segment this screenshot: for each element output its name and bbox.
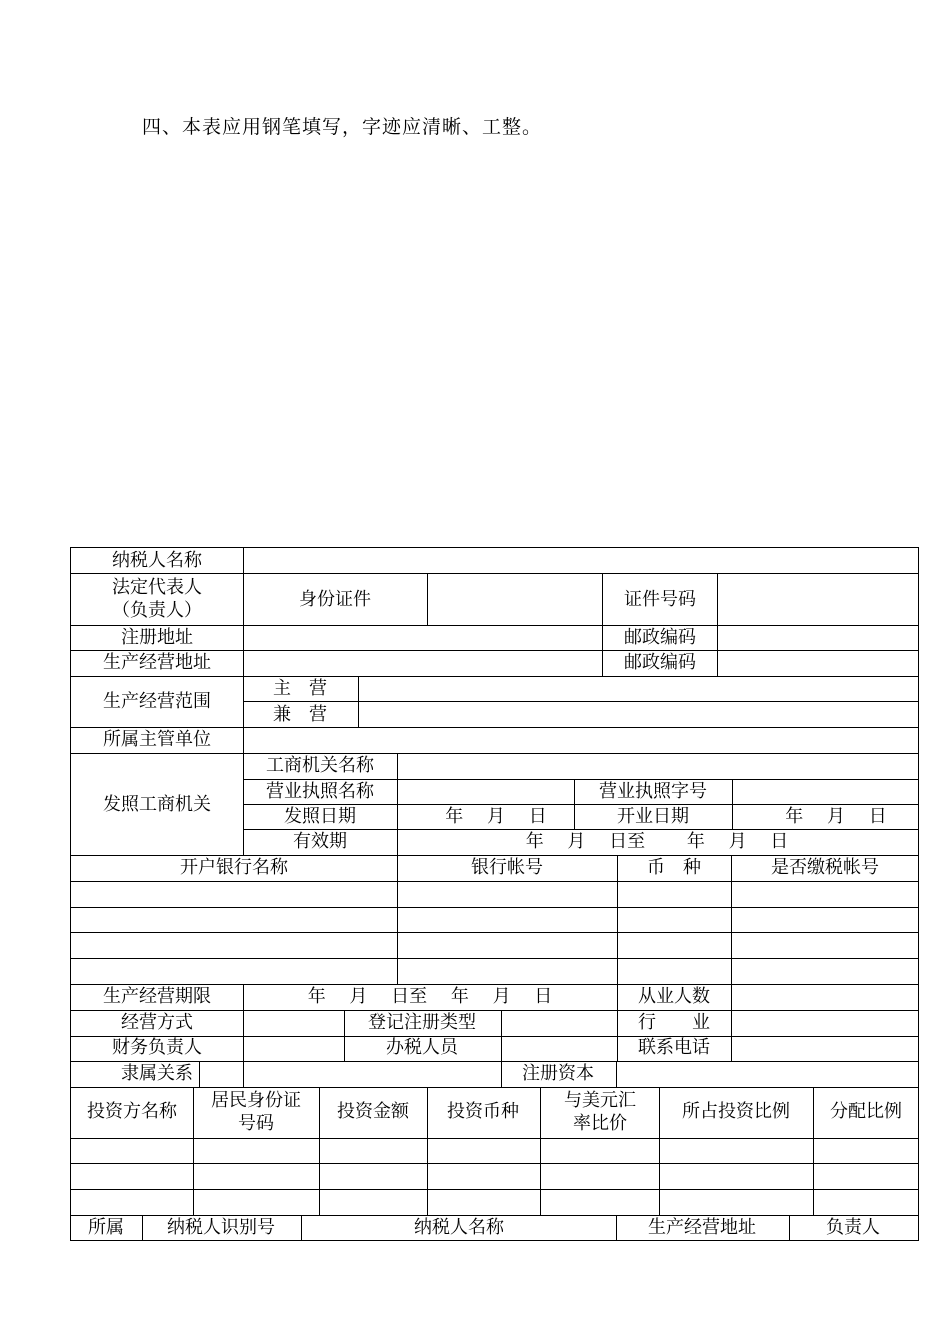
col-line: [918, 547, 919, 1241]
row-line: [70, 907, 919, 908]
row-line: [70, 958, 919, 959]
col-line: [659, 1087, 660, 1215]
row-line: [70, 1189, 919, 1190]
biz-address-label: 生产经营地址: [103, 652, 211, 673]
row-line: [70, 625, 919, 626]
col-line: [617, 855, 618, 984]
belong-label: 所属: [88, 1217, 124, 1238]
col-line: [142, 1215, 143, 1241]
usd-rate-label: 与美元汇: [564, 1090, 636, 1111]
invest-amount-label: 投资金额: [337, 1101, 409, 1122]
col-line: [602, 573, 603, 676]
row-line: [70, 881, 919, 882]
person-in-charge-label: 负责人: [826, 1217, 880, 1238]
col-line: [574, 779, 575, 829]
investor-name-label: 投资方名称: [87, 1101, 177, 1122]
taxpayer-name-label: 纳税人名称: [112, 550, 202, 571]
open-date-value: 年 月 日: [785, 806, 887, 827]
row-line: [70, 573, 919, 574]
col-line: [70, 547, 71, 1241]
phone-label: 联系电话: [638, 1037, 710, 1058]
issue-date-label: 发照日期: [284, 806, 356, 827]
row-line: [243, 829, 919, 830]
row-line: [70, 932, 919, 933]
reg-type-label: 登记注册类型: [368, 1012, 476, 1033]
biz-period-value: 年 月 日至 年 月 日: [307, 986, 553, 1007]
biz-scope-label: 生产经营范围: [103, 691, 211, 712]
validity-value: 年 月 日至 年 月 日: [525, 831, 789, 852]
usd-rate-sub-label: 率比价: [573, 1113, 627, 1134]
col-line: [789, 1215, 790, 1241]
row-line: [70, 727, 919, 728]
col-line: [731, 984, 732, 1061]
col-line: [344, 1010, 345, 1061]
employees-label: 从业人数: [638, 986, 710, 1007]
industry-label: 行 业: [638, 1012, 710, 1033]
bank-account-label: 银行帐号: [471, 857, 543, 878]
postal-code-label: 邮政编码: [624, 627, 696, 648]
taxpayer-id-label: 纳税人识别号: [167, 1217, 275, 1238]
issuer-label: 发照工商机关: [103, 794, 211, 815]
row-line: [70, 650, 919, 651]
issuer-name-label: 工商机关名称: [266, 755, 374, 776]
col-line: [358, 676, 359, 727]
row-line: [70, 984, 919, 985]
supervisor-label: 所属主管单位: [103, 729, 211, 750]
biz-mode-label: 经营方式: [121, 1012, 193, 1033]
side-biz-label: 兼 营: [273, 704, 327, 725]
dist-ratio-label: 分配比例: [830, 1101, 902, 1122]
reg-address-label: 注册地址: [121, 627, 193, 648]
taxpayer-name-label-2: 纳税人名称: [414, 1217, 504, 1238]
open-date-label: 开业日期: [617, 806, 689, 827]
resident-id-sub-label: 号码: [238, 1113, 274, 1134]
col-line: [243, 547, 244, 855]
row-line: [243, 701, 919, 702]
col-line: [199, 1061, 200, 1087]
id-number-label: 证件号码: [624, 589, 696, 610]
row-line: [243, 804, 919, 805]
row-line: [70, 1240, 919, 1241]
col-line: [301, 1215, 302, 1241]
license-name-label: 营业执照名称: [266, 781, 374, 802]
row-line: [70, 676, 919, 677]
col-line: [319, 1087, 320, 1215]
resident-id-label: 居民身份证: [211, 1090, 301, 1111]
biz-address-label-2: 生产经营地址: [648, 1217, 756, 1238]
invest-currency-label: 投资币种: [447, 1101, 519, 1122]
row-line: [70, 1138, 919, 1139]
col-line: [616, 1061, 617, 1087]
issue-date-value: 年 月 日: [445, 806, 547, 827]
invest-ratio-label: 所占投资比例: [682, 1101, 790, 1122]
col-line: [731, 855, 732, 984]
postal-code-label: 邮政编码: [624, 652, 696, 673]
row-line: [70, 1215, 919, 1216]
col-line: [616, 1215, 617, 1241]
row-line: [70, 547, 919, 548]
col-line: [397, 855, 398, 984]
row-line: [70, 1010, 919, 1011]
currency-label: 币 种: [647, 857, 701, 878]
row-line: [70, 1087, 919, 1088]
col-line: [617, 984, 618, 1061]
col-line: [427, 573, 428, 625]
col-line: [717, 573, 718, 676]
id-doc-label: 身份证件: [299, 589, 371, 610]
col-line: [427, 1087, 428, 1215]
col-line: [540, 1087, 541, 1215]
reg-capital-label: 注册资本: [522, 1063, 594, 1084]
legal-rep-sub-label: （负责人）: [112, 600, 202, 621]
legal-rep-label: 法定代表人: [112, 577, 202, 598]
col-line: [501, 1010, 502, 1087]
tax-account-label: 是否缴税帐号: [771, 857, 879, 878]
row-line: [70, 855, 919, 856]
finance-head-label: 财务负责人: [112, 1037, 202, 1058]
main-biz-label: 主 营: [273, 678, 327, 699]
col-line: [193, 1087, 194, 1215]
col-line: [732, 779, 733, 829]
validity-label: 有效期: [293, 831, 347, 852]
biz-period-label: 生产经营期限: [103, 986, 211, 1007]
col-line: [813, 1087, 814, 1215]
license-no-label: 营业执照字号: [599, 781, 707, 802]
col-line: [397, 753, 398, 855]
bank-name-label: 开户银行名称: [180, 857, 288, 878]
row-line: [70, 753, 919, 754]
row-line: [243, 779, 919, 780]
instruction-text: 四、本表应用钢笔填写，字迹应清晰、工整。: [142, 116, 543, 138]
row-line: [70, 1163, 919, 1164]
affiliation-label: 隶属关系: [121, 1063, 193, 1084]
col-line: [243, 984, 244, 1087]
row-line: [70, 1061, 919, 1062]
tax-staff-label: 办税人员: [386, 1037, 458, 1058]
